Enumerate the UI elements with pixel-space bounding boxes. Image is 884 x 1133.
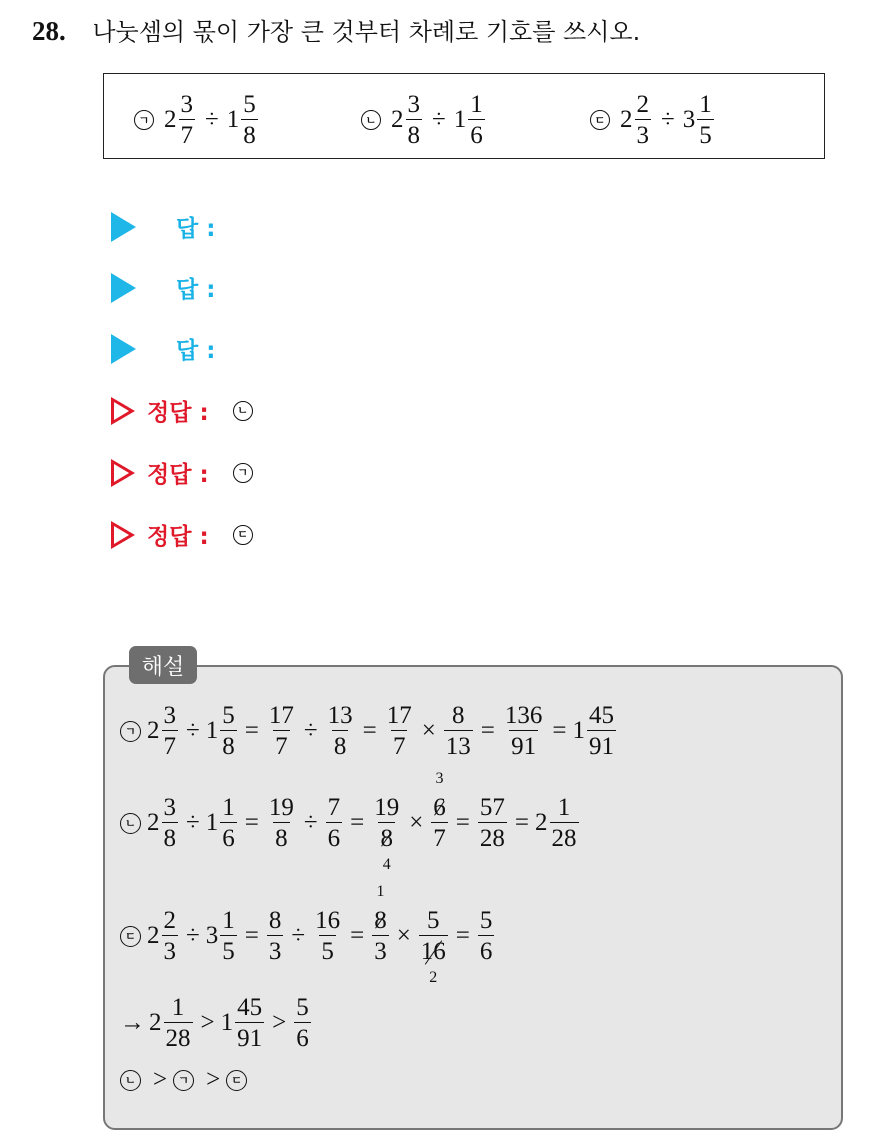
fraction: $\frac{3}{8}$ (407, 91, 420, 149)
option-3 (590, 92, 716, 148)
answer-row-3[interactable] (111, 332, 215, 365)
whole: 3 (682, 106, 696, 133)
explanation-line-3: ㄷ 2 $\frac{2}{3}$ ÷ 3 $\frac{1}{5}$ = $\frac{8}{3}$ ÷ $\frac{16}{5}$ = 8 1 3 × 5 16 2 = $\frac{5}{6}$ (120, 908, 496, 964)
whole: 1 (453, 106, 467, 133)
correct-answer: ㄱ (233, 463, 253, 483)
play-triangle-icon (111, 212, 136, 242)
fraction: $\frac{1}{5}$ (699, 91, 712, 149)
correct-row-3 (111, 518, 263, 551)
divide-operator: ÷ (432, 106, 446, 133)
option-2 (361, 92, 487, 148)
explanation-tag: 해설 (129, 646, 197, 684)
answer-row-2[interactable] (111, 271, 215, 304)
answer-label: 답 : (176, 338, 216, 364)
answer-label: 답 : (176, 216, 216, 242)
question-number: 28. (32, 16, 66, 46)
whole: 2 (620, 106, 633, 133)
correct-row-1 (111, 394, 263, 427)
fraction: $\frac{3}{7}$ (180, 91, 193, 149)
outline-triangle-icon (111, 459, 135, 487)
question-header (32, 12, 640, 47)
correct-label: 정답 : (147, 524, 209, 550)
option-symbol: ㄴ (361, 110, 381, 130)
option-symbol: ㄱ (134, 110, 154, 130)
fraction: $\frac{2}{3}$ (636, 91, 649, 149)
symbol: ㄴ (120, 813, 141, 834)
option-1 (134, 92, 260, 148)
divide-operator: ÷ (205, 106, 219, 133)
outline-triangle-icon (111, 397, 135, 425)
explanation-line-2: ㄴ 2 $\frac{3}{8}$ ÷ 1 $\frac{1}{6}$ = $\frac{19}{8}$ ÷ $\frac{7}{6}$ = 19 8 4 × 6 3 7 = $\frac{57}{28}$ = 2 $\frac{1}{28}$ (120, 795, 581, 851)
correct-answer: ㄷ (233, 525, 253, 545)
whole: 2 (164, 106, 177, 133)
symbol: ㄷ (120, 926, 141, 947)
option-symbol: ㄷ (590, 110, 610, 130)
answer-label: 답 : (176, 277, 216, 303)
outline-triangle-icon (111, 521, 135, 549)
options-box (103, 73, 825, 159)
explanation-line-4: → 2 $\frac{1}{28}$ > 1 $\frac{45}{91}$ > $\frac{5}{6}$ (120, 994, 309, 1052)
correct-label: 정답 : (147, 462, 209, 488)
fraction: $\frac{5}{8}$ (243, 91, 256, 149)
correct-label: 정답 : (147, 400, 209, 426)
play-triangle-icon (111, 273, 136, 303)
fraction: $\frac{1}{6}$ (470, 91, 483, 149)
whole: 2 (391, 106, 404, 133)
correct-row-2 (111, 456, 263, 489)
correct-answer: ㄴ (233, 401, 253, 421)
symbol: ㄱ (120, 721, 141, 742)
answer-row-1[interactable] (111, 210, 215, 243)
explanation-line-5: ㄴ > ㄱ > ㄷ (120, 1066, 253, 1094)
explanation-line-1: ㄱ 2 $\frac{3}{7}$ ÷ 1 $\frac{5}{8}$ = $\frac{17}{7}$ ÷ $\frac{13}{8}$ = $\frac{17}{7}$ × $\frac{8}{13}$ = $\frac{136}{91}$ = 1 $\frac{45}{91}$ (120, 703, 618, 759)
question-text: 나눗셈의 몫이 가장 큰 것부터 차례로 기호를 쓰시오. (92, 18, 641, 46)
whole: 1 (226, 106, 240, 133)
divide-operator: ÷ (661, 106, 675, 133)
play-triangle-icon (111, 334, 136, 364)
